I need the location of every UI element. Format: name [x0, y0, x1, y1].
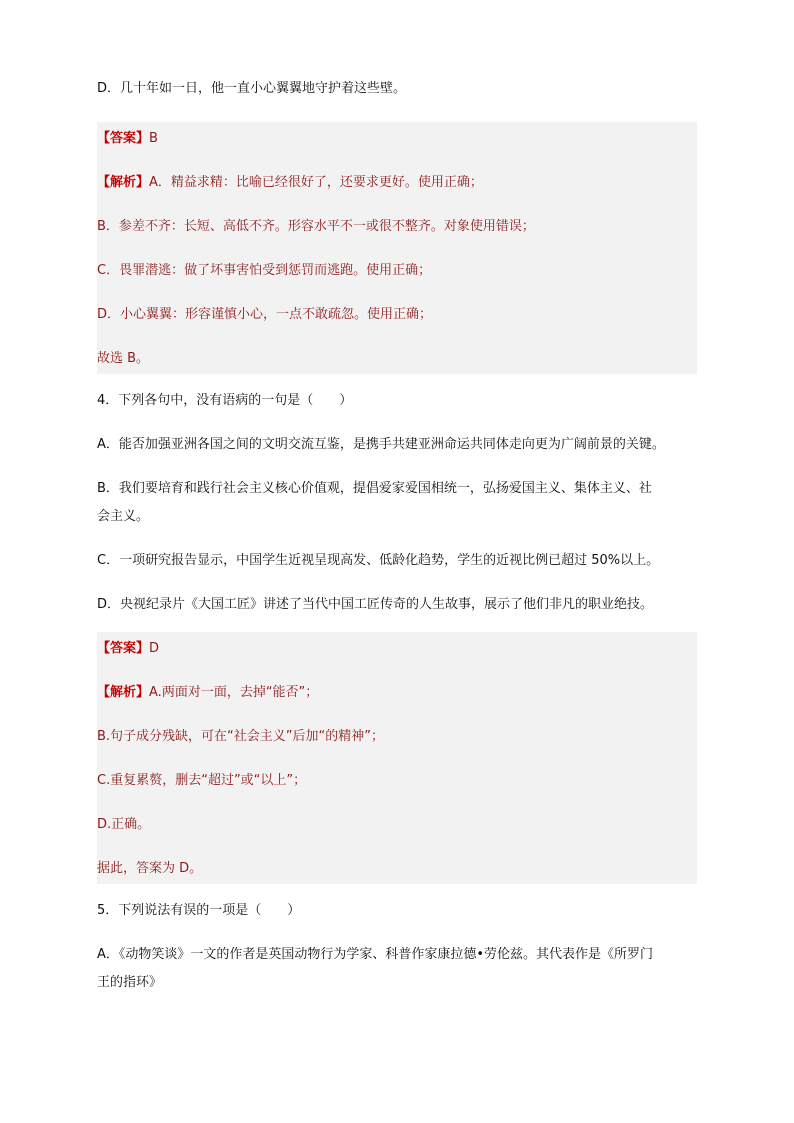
q4-answer-value: D: [149, 641, 160, 656]
q4-analysis-line-2: B.句子成分残缺，可在“社会主义”后加“的精神”；: [97, 729, 384, 744]
document-content: [97, 78, 697, 994]
q4-option-c: C．一项研究报告显示，中国学生近视呈现高发、低龄化趋势，学生的近视比例已超过 50%以上。: [97, 553, 660, 568]
q4-option-b-line-1: B．我们要培育和践行社会主义核心价值观，提倡爱家爱国相统一，弘扬爱国主义、集体主义、社: [97, 481, 652, 496]
q3-analysis-tag: 【解析】: [97, 175, 150, 190]
q3-option-d: D．几十年如一日，他一直小心翼翼地守护着这些壁。: [97, 81, 407, 96]
q3-analysis-text-1: A．精益求精：比喻已经很好了，还要求更好。使用正确；: [149, 175, 483, 190]
q4-answer-tag: 【答案】: [97, 641, 150, 656]
q4-stem: 4．下列各句中，没有语病的一句是（ ）: [97, 393, 353, 408]
q4-analysis-tag: 【解析】: [97, 685, 150, 700]
q3-answer-value: B: [149, 131, 158, 146]
q3-answer-tag: 【答案】: [97, 131, 150, 146]
q5-option-a-line-2: 王的指环》: [97, 975, 163, 990]
q3-analysis-line-5: 故选 B。: [97, 351, 150, 366]
q3-analysis-line-4: D．小心翼翼：形容谨慎小心，一点不敢疏忽。使用正确；: [97, 307, 433, 322]
q4-option-a: A．能否加强亚洲各国之间的文明交流互鉴，是携手共建亚洲命运共同体走向更为广阔前景的关键。: [97, 437, 665, 452]
q3-analysis-line-3: C．畏罪潜逃：做了坏事害怕受到惩罚而逃跑。使用正确；: [97, 263, 432, 278]
q4-analysis-line-3: C.重复累赘，删去“超过”或“以上”；: [97, 773, 307, 788]
q4-analysis-line-5: 据此，答案为 D。: [97, 861, 203, 876]
q4-answer-line: [97, 638, 697, 660]
q4-answer-box: [97, 632, 697, 884]
q3-answer-box: [97, 122, 697, 374]
q3-analysis-line-1: [97, 172, 697, 194]
q4-analysis-line-1: [97, 682, 697, 704]
q5-stem: 5．下列说法有误的一项是（ ）: [97, 903, 301, 918]
q5-option-a-line-1: A．《动物笑谈》一文的作者是英国动物行为学家、科普作家康拉德•劳伦兹。其代表作是《所罗门: [97, 947, 654, 962]
q3-answer-line: [97, 128, 697, 150]
q4-analysis-line-4: D.正确。: [97, 817, 151, 832]
q4-option-d: D．央视纪录片《大国工匠》讲述了当代中国工匠传奇的人生故事，展示了他们非凡的职业绝技。: [97, 597, 654, 612]
q4-analysis-text-1: A.两面对一面，去掉“能否”；: [149, 685, 319, 700]
q4-option-b-line-2: 会主义。: [97, 509, 150, 524]
q3-analysis-line-2: B．参差不齐：长短、高低不齐。形容水平不一或很不整齐。对象使用错误；: [97, 219, 535, 234]
